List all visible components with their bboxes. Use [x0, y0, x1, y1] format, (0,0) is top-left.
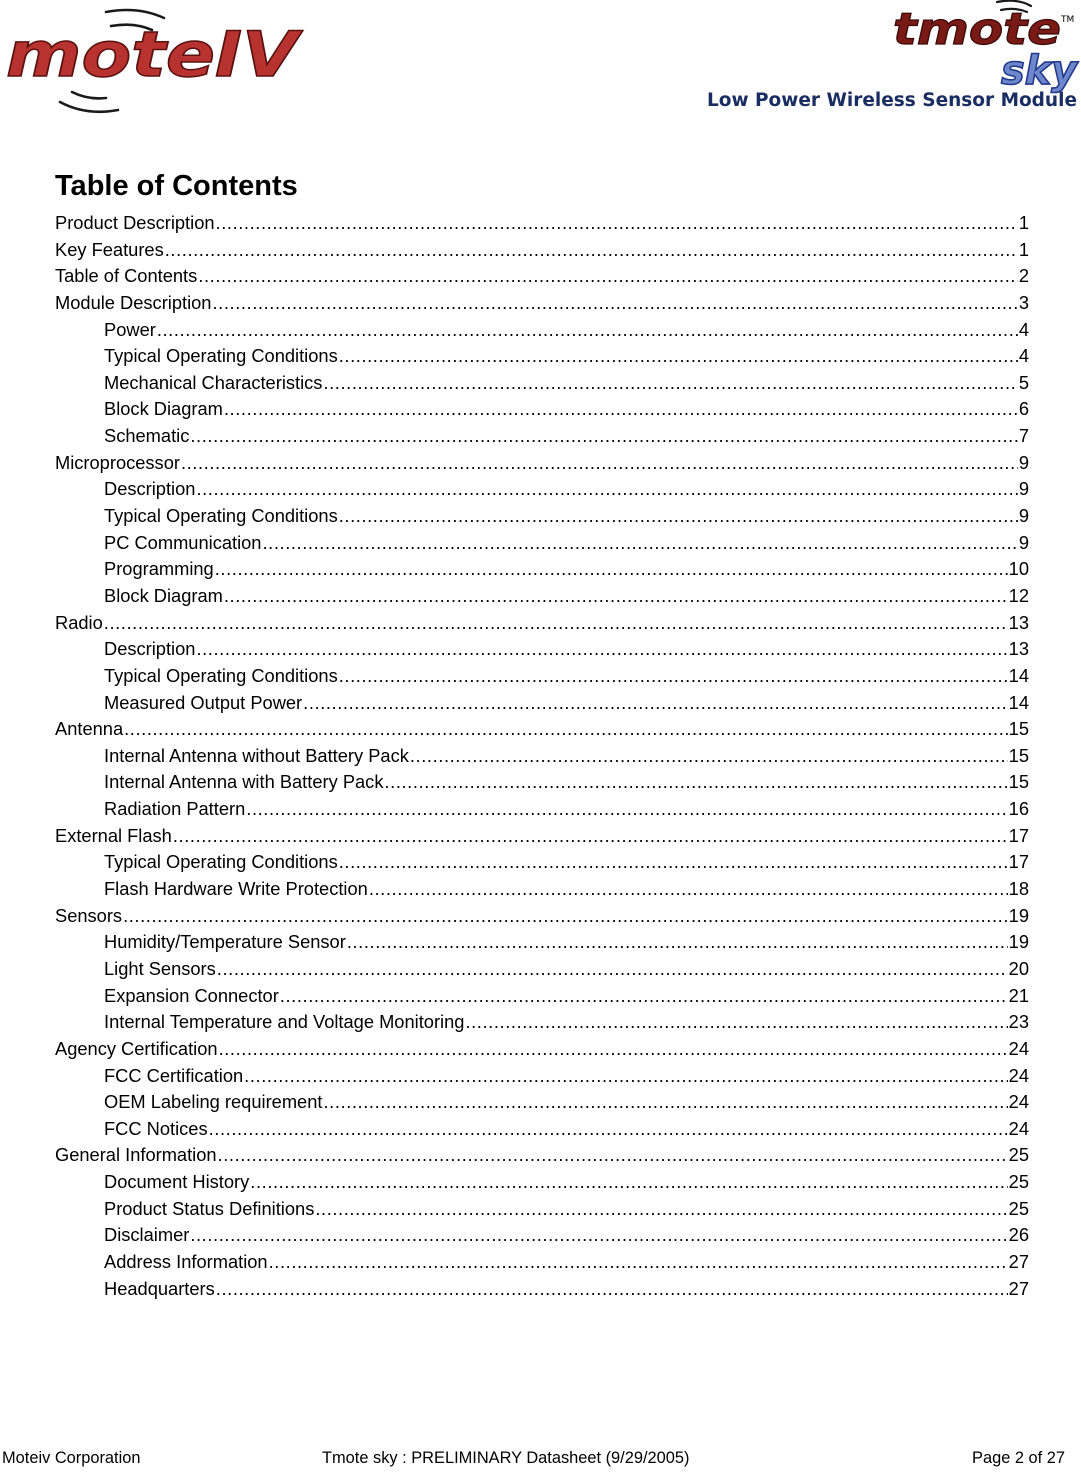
toc-entry[interactable]: [55, 769, 1029, 796]
tmote-sky-logo: [881, 0, 1081, 96]
toc-dot-leader: [244, 1063, 1007, 1090]
toc-entry-page: 15: [1008, 718, 1029, 740]
toc-entry[interactable]: [55, 290, 1029, 317]
toc-entry-page: 4: [1018, 345, 1029, 367]
toc-entry-page: 27: [1008, 1277, 1029, 1299]
toc-entry-title: Address Information: [104, 1250, 268, 1272]
toc-entry-title: Product Description: [55, 212, 215, 233]
toc-dot-leader: [323, 370, 1017, 397]
toc-dot-leader: [347, 929, 1008, 956]
toc-entry-page: 16: [1008, 798, 1029, 820]
toc-entry-page: 3: [1018, 291, 1029, 313]
toc-entry[interactable]: [55, 743, 1029, 770]
toc-dot-leader: [303, 690, 1008, 717]
toc-dot-leader: [157, 317, 1018, 344]
toc-dot-leader: [246, 796, 1007, 823]
toc-dot-leader: [165, 237, 1018, 264]
toc-entry[interactable]: [55, 929, 1029, 956]
toc-entry[interactable]: [55, 1089, 1029, 1116]
toc-entry[interactable]: [55, 370, 1029, 397]
wave-arc-bottom-2: [60, 102, 118, 112]
toc-entry-title: Description: [104, 478, 196, 500]
toc-entry-title: General Information: [55, 1144, 217, 1166]
toc-entry[interactable]: [55, 1142, 1029, 1169]
toc-entry-page: 1: [1018, 212, 1029, 233]
toc-entry-title: Internal Temperature and Voltage Monitoring: [104, 1011, 465, 1033]
toc-entry-page: 9: [1018, 531, 1029, 553]
toc-entry-title: Internal Antenna without Battery Pack: [104, 744, 409, 766]
toc-entry[interactable]: [55, 636, 1029, 663]
toc-entry[interactable]: [55, 1009, 1029, 1036]
moteiv-wordmark: moteIV: [6, 18, 304, 91]
toc-entry[interactable]: [55, 663, 1029, 690]
toc-entry-title: Microprocessor: [55, 451, 180, 473]
toc-entry-title: Table of Contents: [55, 265, 198, 287]
toc-entry-title: Block Diagram: [104, 398, 223, 420]
toc-dot-leader: [262, 530, 1017, 557]
toc-entry-page: 7: [1018, 425, 1029, 447]
toc-entry-page: 6: [1018, 398, 1029, 420]
toc-dot-leader: [224, 396, 1018, 423]
toc-entry-title: Light Sensors: [104, 957, 216, 979]
toc-entry-page: 5: [1018, 371, 1029, 393]
toc-dot-leader: [216, 210, 1018, 237]
wave-arc-top-1: [106, 10, 164, 18]
toc-entry-title: Humidity/Temperature Sensor: [104, 931, 346, 953]
toc-dot-leader: [280, 983, 1008, 1010]
toc-entry-title: Description: [104, 638, 196, 660]
toc-entry-page: 19: [1008, 931, 1029, 953]
toc-entry-page: 2: [1018, 265, 1029, 287]
toc-entry-page: 4: [1018, 318, 1029, 340]
toc-entry[interactable]: [55, 690, 1029, 717]
toc-entry[interactable]: [55, 1063, 1029, 1090]
toc-dot-leader: [315, 1196, 1007, 1223]
toc-entry-title: Schematic: [104, 425, 190, 447]
toc-entry-title: Radio: [55, 611, 103, 633]
toc-entry-title: Internal Antenna with Battery Pack: [104, 771, 384, 793]
toc-entry[interactable]: [55, 583, 1029, 610]
toc-dot-leader: [369, 876, 1008, 903]
toc-entry-title: FCC Certification: [104, 1064, 244, 1086]
toc-entry-title: Block Diagram: [104, 584, 223, 606]
toc-entry-page: 14: [1008, 664, 1029, 686]
toc-entry-title: Typical Operating Conditions: [104, 851, 338, 873]
toc-dot-leader: [219, 1036, 1008, 1063]
toc-entry-page: 1: [1018, 238, 1029, 260]
toc-dot-leader: [465, 1009, 1007, 1036]
moteiv-logo: [6, 4, 306, 116]
toc-entry[interactable]: [55, 1196, 1029, 1223]
toc-dot-leader: [217, 956, 1008, 983]
toc-entry[interactable]: [55, 796, 1029, 823]
toc-entry-page: 24: [1008, 1091, 1029, 1113]
toc-entry[interactable]: [55, 1276, 1029, 1303]
toc-dot-leader: [196, 476, 1017, 503]
toc-entry[interactable]: [55, 343, 1029, 370]
toc-entry-page: 24: [1008, 1064, 1029, 1086]
page-title: Table of Contents: [55, 170, 298, 202]
footer-company: Moteiv Corporation: [2, 1449, 141, 1467]
toc-dot-leader: [196, 636, 1007, 663]
toc-dot-leader: [216, 1276, 1008, 1303]
toc-entry[interactable]: [55, 1169, 1029, 1196]
wave-arc-bottom-1: [72, 92, 106, 98]
toc-entry-page: 17: [1008, 851, 1029, 873]
toc-dot-leader: [198, 263, 1018, 290]
toc-entry-title: Document History: [104, 1171, 250, 1193]
toc-entry[interactable]: [55, 849, 1029, 876]
toc-entry-page: 13: [1008, 638, 1029, 660]
toc-entry-title: Product Status Definitions: [104, 1197, 315, 1219]
toc-entry-title: Antenna: [55, 718, 124, 740]
toc-entry-title: Sensors: [55, 904, 123, 926]
toc-entry[interactable]: [55, 610, 1029, 637]
toc-entry-page: 25: [1008, 1171, 1029, 1193]
toc-entry[interactable]: [55, 983, 1029, 1010]
toc-entry[interactable]: [55, 1222, 1029, 1249]
toc-entry[interactable]: [55, 237, 1029, 264]
toc-entry-page: 25: [1008, 1144, 1029, 1166]
toc-entry-page: 18: [1008, 878, 1029, 900]
toc-entry[interactable]: [55, 1249, 1029, 1276]
toc-entry-title: Headquarters: [104, 1277, 215, 1299]
footer-document-title: Tmote sky : PRELIMINARY Datasheet (9/29/2005): [322, 1449, 690, 1467]
toc-entry-title: Programming: [104, 558, 214, 580]
toc-dot-leader: [218, 1142, 1008, 1169]
toc-entry-title: Agency Certification: [55, 1037, 218, 1059]
toc-entry[interactable]: [55, 396, 1029, 423]
toc-entry-page: 23: [1008, 1011, 1029, 1033]
toc-entry-page: 12: [1008, 584, 1029, 606]
toc-entry[interactable]: [55, 556, 1029, 583]
page-footer: [0, 1449, 1081, 1471]
toc-entry-page: 9: [1018, 478, 1029, 500]
toc-entry-page: 14: [1008, 691, 1029, 713]
trademark-mark: TM: [1061, 15, 1075, 25]
toc-entry-title: Disclaimer: [104, 1224, 190, 1246]
toc-entry-page: 13: [1008, 611, 1029, 633]
toc-dot-leader: [104, 610, 1008, 637]
product-tagline: Low Power Wireless Sensor Module: [706, 90, 1077, 111]
toc-dot-leader: [212, 290, 1017, 317]
toc-entry-page: 10: [1008, 558, 1029, 580]
toc-dot-leader: [339, 663, 1008, 690]
toc-entry[interactable]: [55, 1036, 1029, 1063]
toc-entry-page: 20: [1008, 957, 1029, 979]
toc-dot-leader: [250, 1169, 1007, 1196]
toc-entry-page: 17: [1008, 824, 1029, 846]
toc-entry-title: FCC Notices: [104, 1117, 208, 1139]
toc-entry-page: 24: [1008, 1117, 1029, 1139]
toc-entry[interactable]: [55, 210, 1029, 237]
toc-entry-page: 19: [1008, 904, 1029, 926]
toc-entry[interactable]: [55, 503, 1029, 530]
toc-entry-page: 15: [1008, 771, 1029, 793]
toc-entry-page: 25: [1008, 1197, 1029, 1219]
toc-entry-title: Typical Operating Conditions: [104, 345, 338, 367]
table-of-contents: [55, 210, 1029, 1302]
toc-entry[interactable]: [55, 423, 1029, 450]
toc-entry-title: OEM Labeling requirement: [104, 1091, 323, 1113]
toc-dot-leader: [124, 716, 1008, 743]
footer-page-number: Page 2 of 27: [972, 1449, 1065, 1467]
sky-wordmark: sky: [1001, 48, 1079, 94]
toc-entry[interactable]: [55, 450, 1029, 477]
toc-dot-leader: [173, 823, 1008, 850]
toc-entry-title: External Flash: [55, 824, 172, 846]
toc-dot-leader: [339, 503, 1018, 530]
toc-entry-page: 15: [1008, 744, 1029, 766]
toc-dot-leader: [384, 769, 1007, 796]
toc-dot-leader: [224, 583, 1008, 610]
toc-dot-leader: [190, 423, 1017, 450]
toc-entry[interactable]: [55, 716, 1029, 743]
toc-entry-page: 9: [1018, 505, 1029, 527]
toc-entry[interactable]: [55, 1116, 1029, 1143]
toc-dot-leader: [209, 1116, 1008, 1143]
toc-entry-title: Expansion Connector: [104, 984, 279, 1006]
toc-dot-leader: [190, 1222, 1007, 1249]
toc-entry-title: Power: [104, 318, 156, 340]
toc-entry-page: 26: [1008, 1224, 1029, 1246]
toc-entry-page: 9: [1018, 451, 1029, 473]
toc-entry[interactable]: [55, 530, 1029, 557]
toc-dot-leader: [339, 849, 1008, 876]
toc-entry-title: Key Features: [55, 238, 164, 260]
tmote-wordmark: tmote: [893, 4, 1061, 55]
toc-entry-title: Radiation Pattern: [104, 798, 246, 820]
toc-entry-title: Typical Operating Conditions: [104, 505, 338, 527]
toc-entry[interactable]: [55, 876, 1029, 903]
toc-entry-page: 21: [1008, 984, 1029, 1006]
toc-entry[interactable]: [55, 956, 1029, 983]
toc-entry[interactable]: [55, 903, 1029, 930]
toc-dot-leader: [123, 903, 1008, 930]
toc-dot-leader: [215, 556, 1008, 583]
toc-entry-title: Measured Output Power: [104, 691, 303, 713]
toc-entry-title: Mechanical Characteristics: [104, 371, 323, 393]
toc-dot-leader: [410, 743, 1008, 770]
toc-entry-title: PC Communication: [104, 531, 262, 553]
toc-entry-title: Module Description: [55, 291, 212, 313]
toc-entry[interactable]: [55, 823, 1029, 850]
toc-dot-leader: [269, 1249, 1008, 1276]
toc-entry-page: 24: [1008, 1037, 1029, 1059]
toc-entry[interactable]: [55, 263, 1029, 290]
toc-dot-leader: [181, 450, 1018, 477]
toc-entry-title: Typical Operating Conditions: [104, 664, 338, 686]
toc-dot-leader: [339, 343, 1018, 370]
toc-entry[interactable]: [55, 476, 1029, 503]
toc-entry-title: Flash Hardware Write Protection: [104, 878, 368, 900]
toc-entry[interactable]: [55, 317, 1029, 344]
toc-dot-leader: [323, 1089, 1007, 1116]
toc-entry-page: 27: [1008, 1250, 1029, 1272]
